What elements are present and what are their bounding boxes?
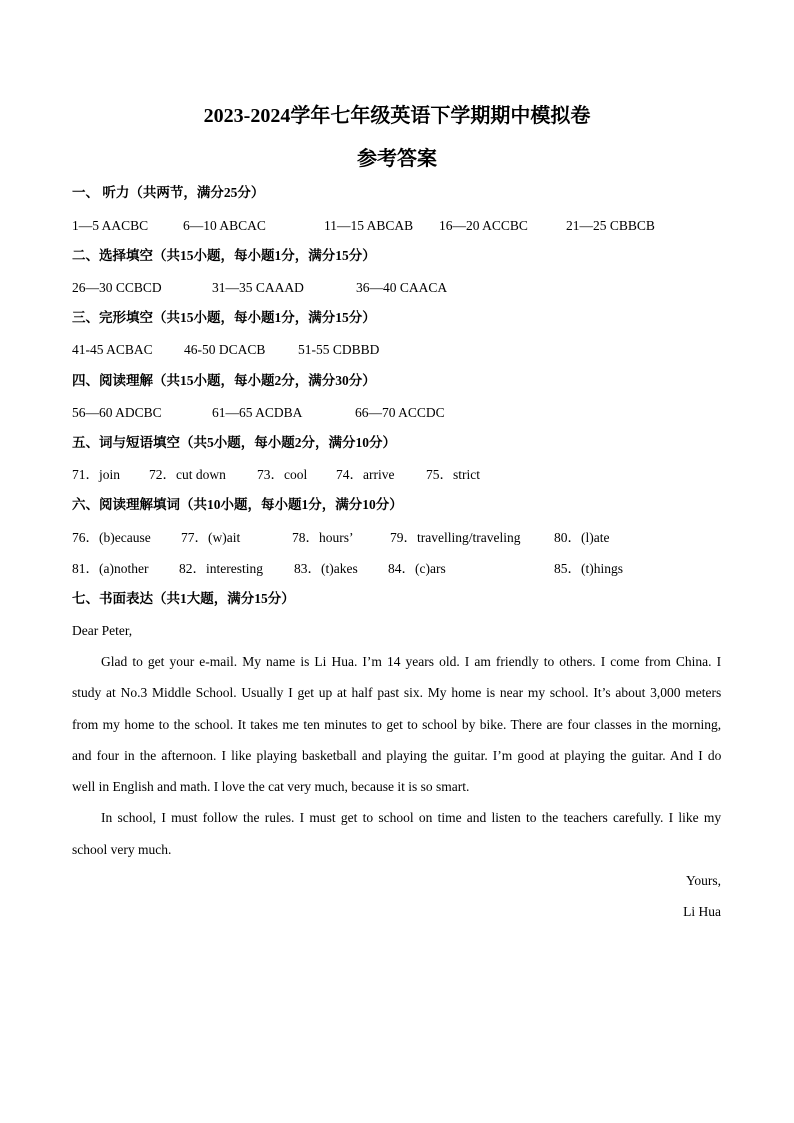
letter-signature: Li Hua xyxy=(683,904,721,919)
answer-group: 11—15 ABCAB xyxy=(324,218,414,233)
answer-group: 56—60 ADCBC xyxy=(72,405,162,420)
page-subtitle: 参考答案 xyxy=(357,148,437,170)
answer-row-listening xyxy=(0,217,794,235)
answer-item: 71．join xyxy=(72,467,121,482)
answer-group: 36—40 CAACA xyxy=(356,280,448,295)
answer-group: 51-55 CDBBD xyxy=(298,342,380,357)
letter-line: from my home to the school. It takes me ten minutes to get to school by bike. There are four classes in the morning, xyxy=(72,717,722,732)
answer-group: 6—10 ABCAC xyxy=(183,218,266,233)
answer-item: 85．(t)hings xyxy=(554,561,623,576)
answer-item: 72．cut down xyxy=(149,467,226,482)
answer-item: 73．cool xyxy=(257,467,308,482)
answer-item: 80．(l)ate xyxy=(554,530,610,545)
answer-item: 77．(w)ait xyxy=(181,530,241,545)
answer-group: 61—65 ACDBA xyxy=(212,405,303,420)
answer-group: 26—30 CCBCD xyxy=(72,280,162,295)
answer-item: 81．(a)nother xyxy=(72,561,149,576)
answer-row-reading xyxy=(0,404,794,422)
page-title: 2023-2024学年七年级英语下学期期中模拟卷 xyxy=(203,105,591,127)
letter-line: study at No.3 Middle School. Usually I get up at half past six. My home is near my school. It’s about 3,000 meters xyxy=(72,685,722,700)
letter-closing: Yours, xyxy=(685,873,721,888)
section-heading-listening: 一、 听力（共两节，满分25分） xyxy=(72,185,265,200)
answer-group: 1—5 AACBC xyxy=(72,218,149,233)
section-heading-reading: 四、阅读理解（共15小题，每小题2分，满分30分） xyxy=(72,373,376,388)
letter-line: school very much. xyxy=(72,842,172,857)
letter-line: In school, I must follow the rules. I must get to school on time and listen to the teachers carefully. I like my xyxy=(101,810,722,825)
answer-item: 84．(c)ars xyxy=(388,561,446,576)
answer-group: 41-45 ACBAC xyxy=(72,342,153,357)
answer-item: 76．(b)ecause xyxy=(72,530,151,545)
answer-item: 79．travelling/traveling xyxy=(390,530,521,545)
answer-row-word-fill xyxy=(0,466,794,484)
answer-item: 75．strict xyxy=(426,467,480,482)
answer-item: 82．interesting xyxy=(179,561,263,576)
answer-group: 66—70 ACCDC xyxy=(355,405,445,420)
section-heading-reading-fill: 六、阅读理解填词（共10小题，每小题1分，满分10分） xyxy=(72,497,403,512)
answer-row-cloze xyxy=(0,341,794,359)
letter-line: well in English and math. I love the cat very much, because it is so smart. xyxy=(72,779,470,794)
answer-row-reading-fill-1 xyxy=(0,529,794,547)
answer-item: 78．hours’ xyxy=(292,530,354,545)
section-heading-word-fill: 五、词与短语填空（共5小题，每小题2分，满分10分） xyxy=(72,435,396,450)
answer-group: 31—35 CAAAD xyxy=(212,280,304,295)
section-heading-writing: 七、书面表达（共1大题，满分15分） xyxy=(72,591,295,606)
answer-row-multiple-choice xyxy=(0,279,794,297)
answer-group: 46-50 DCACB xyxy=(184,342,266,357)
answer-row-reading-fill-2 xyxy=(0,560,794,578)
section-heading-multiple-choice: 二、选择填空（共15小题，每小题1分，满分15分） xyxy=(72,248,376,263)
answer-item: 74．arrive xyxy=(336,467,395,482)
letter-line: and four in the afternoon. I like playing basketball and playing the guitar. I’m good at playing the guitar. And I do xyxy=(72,748,722,763)
answer-group: 16—20 ACCBC xyxy=(439,218,528,233)
answer-group: 21—25 CBBCB xyxy=(566,218,655,233)
section-heading-cloze: 三、完形填空（共15小题，每小题1分，满分15分） xyxy=(72,310,376,325)
answer-item: 83．(t)akes xyxy=(294,561,358,576)
letter-line: Glad to get your e-mail. My name is Li Hua. I’m 14 years old. I am friendly to others. I come from China. I xyxy=(101,654,722,669)
letter-greeting: Dear Peter, xyxy=(72,623,133,638)
